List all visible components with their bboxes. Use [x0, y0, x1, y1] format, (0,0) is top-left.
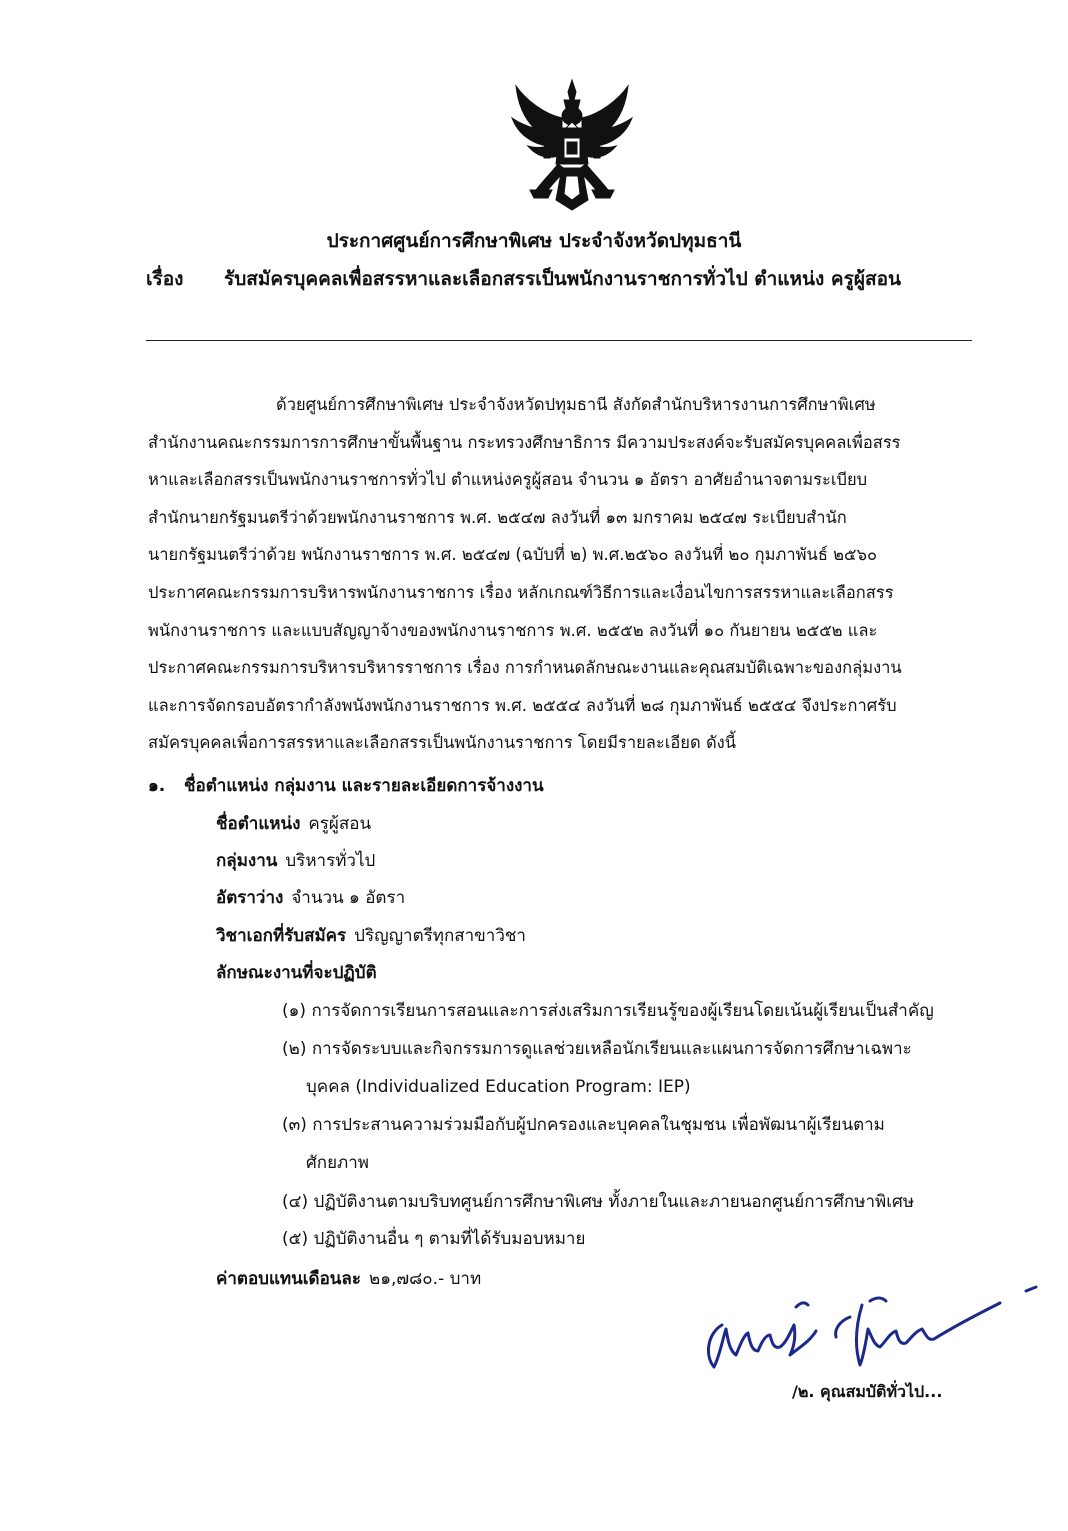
subject-text: รับสมัครบุคคลเพื่อสรรหาและเลือกสรรเป็นพนักงานราชการทั่วไป ตำแหน่ง ครูผู้สอน	[224, 268, 901, 290]
duty-item: (๒) การจัดระบบและกิจกรรมการดูแลช่วยเหลือนักเรียนและแผนการจัดการศึกษาเฉพาะ	[282, 1039, 912, 1059]
body-line: สำนักนายกรัฐมนตรีว่าด้วยพนักงานราชการ พ.ศ. ๒๕๔๗ ลงวันที่ ๑๓ มกราคม ๒๕๔๗ ระเบียบสำนัก	[148, 507, 847, 527]
position-row	[216, 806, 371, 842]
header-divider	[146, 340, 972, 341]
vacancy-value: จำนวน ๑ อัตรา	[291, 888, 406, 908]
section-number: ๑.	[148, 776, 166, 796]
body-line: ประกาศคณะกรรมการบริหารบริหารราชการ เรื่อง การกำหนดลักษณะงานและคุณสมบัติเฉพาะของกลุ่มงาน	[148, 658, 902, 678]
salary-value: ๒๑,๗๘๐.- บาท	[368, 1269, 482, 1289]
major-row	[216, 918, 526, 954]
garuda-emblem-icon	[508, 78, 636, 212]
duties-label: ลักษณะงานที่จะปฏิบัติ	[216, 963, 377, 983]
position-label: ชื่อตำแหน่ง	[216, 814, 301, 834]
major-label: วิชาเอกที่รับสมัคร	[216, 926, 347, 946]
section-1-heading	[148, 768, 544, 804]
vacancy-label: อัตราว่าง	[216, 888, 284, 908]
group-label: กลุ่มงาน	[216, 851, 278, 871]
salary-label: ค่าตอบแทนเดือนละ	[216, 1269, 361, 1289]
body-line: สำนักงานคณะกรรมการการศึกษาขั้นพื้นฐาน กระทรวงศึกษาธิการ มีความประสงค์จะรับสมัครบุคคลเพื่อสรร	[148, 432, 901, 452]
duty-item: (๔) ปฏิบัติงานตามบริบทศูนย์การศึกษาพิเศษ ทั้งภายในและภายนอกศูนย์การศึกษาพิเศษ	[282, 1192, 915, 1212]
group-value: บริหารทั่วไป	[285, 851, 376, 871]
announcement-subject	[146, 266, 976, 292]
duties-heading	[216, 955, 385, 991]
duty-item: (๕) ปฏิบัติงานอื่น ๆ ตามที่ได้รับมอบหมาย	[282, 1229, 586, 1249]
major-value: ปริญญาตรีทุกสาขาวิชา	[354, 926, 526, 946]
body-line: นายกรัฐมนตรีว่าด้วย พนักงานราชการ พ.ศ. ๒๕๔๗ (ฉบับที่ ๒) พ.ศ.๒๕๖๐ ลงวันที่ ๒๐ กุมภาพันธ์ ๒๕๖๐	[148, 545, 878, 565]
position-value: ครูผู้สอน	[308, 814, 372, 834]
section-heading-text: ชื่อตำแหน่ง กลุ่มงาน และรายละเอียดการจ้างงาน	[184, 776, 544, 796]
duty-item-continuation: ศักยภาพ	[306, 1153, 370, 1173]
continuation-note: /๒. คุณสมบัติทั่วไป...	[792, 1382, 943, 1401]
body-line: ด้วยศูนย์การศึกษาพิเศษ ประจำจังหวัดปทุมธานี สังกัดสำนักบริหารงานการศึกษาพิเศษ	[276, 395, 876, 414]
group-row	[216, 843, 375, 879]
duty-item-continuation: บุคคล (Individualized Education Program: IEP)	[306, 1077, 691, 1097]
announcement-title: ประกาศศูนย์การศึกษาพิเศษ ประจำจังหวัดปทุมธานี	[326, 230, 742, 252]
body-line: พนักงานราชการ และแบบสัญญาจ้างของพนักงานราชการ พ.ศ. ๒๕๕๒ ลงวันที่ ๑๐ กันยายน ๒๕๕๒ และ	[148, 620, 878, 640]
body-line: ประกาศคณะกรรมการบริหารพนักงานราชการ เรื่อง หลักเกณฑ์วิธีการและเงื่อนไขการสรรหาและเลือกสรร	[148, 582, 894, 602]
signature-icon	[700, 1285, 1040, 1380]
salary-row	[216, 1261, 481, 1297]
body-line: และการจัดกรอบอัตรากำลังพนังพนักงานราชการ พ.ศ. ๒๕๕๔ ลงวันที่ ๒๘ กุมภาพันธ์ ๒๕๕๔ จึงประกาศรับ	[148, 695, 897, 715]
duty-item: (๓) การประสานความร่วมมือกับผู้ปกครองและบุคคลในชุมชน เพื่อพัฒนาผู้เรียนตาม	[282, 1115, 885, 1135]
body-paragraph	[148, 386, 972, 762]
subject-label: เรื่อง	[146, 268, 184, 290]
body-line: หาและเลือกสรรเป็นพนักงานราชการทั่วไป ตำแหน่งครูผู้สอน จำนวน ๑ อัตรา อาศัยอำนาจตามระเบียบ	[148, 470, 868, 490]
duty-item: (๑) การจัดการเรียนการสอนและการส่งเสริมการเรียนรู้ของผู้เรียนโดยเน้นผู้เรียนเป็นสำคัญ	[282, 1001, 934, 1021]
vacancy-row	[216, 880, 405, 916]
body-line: สมัครบุคคลเพื่อการสรรหาและเลือกสรรเป็นพนักงานราชการ โดยมีรายละเอียด ดังนี้	[148, 733, 736, 753]
